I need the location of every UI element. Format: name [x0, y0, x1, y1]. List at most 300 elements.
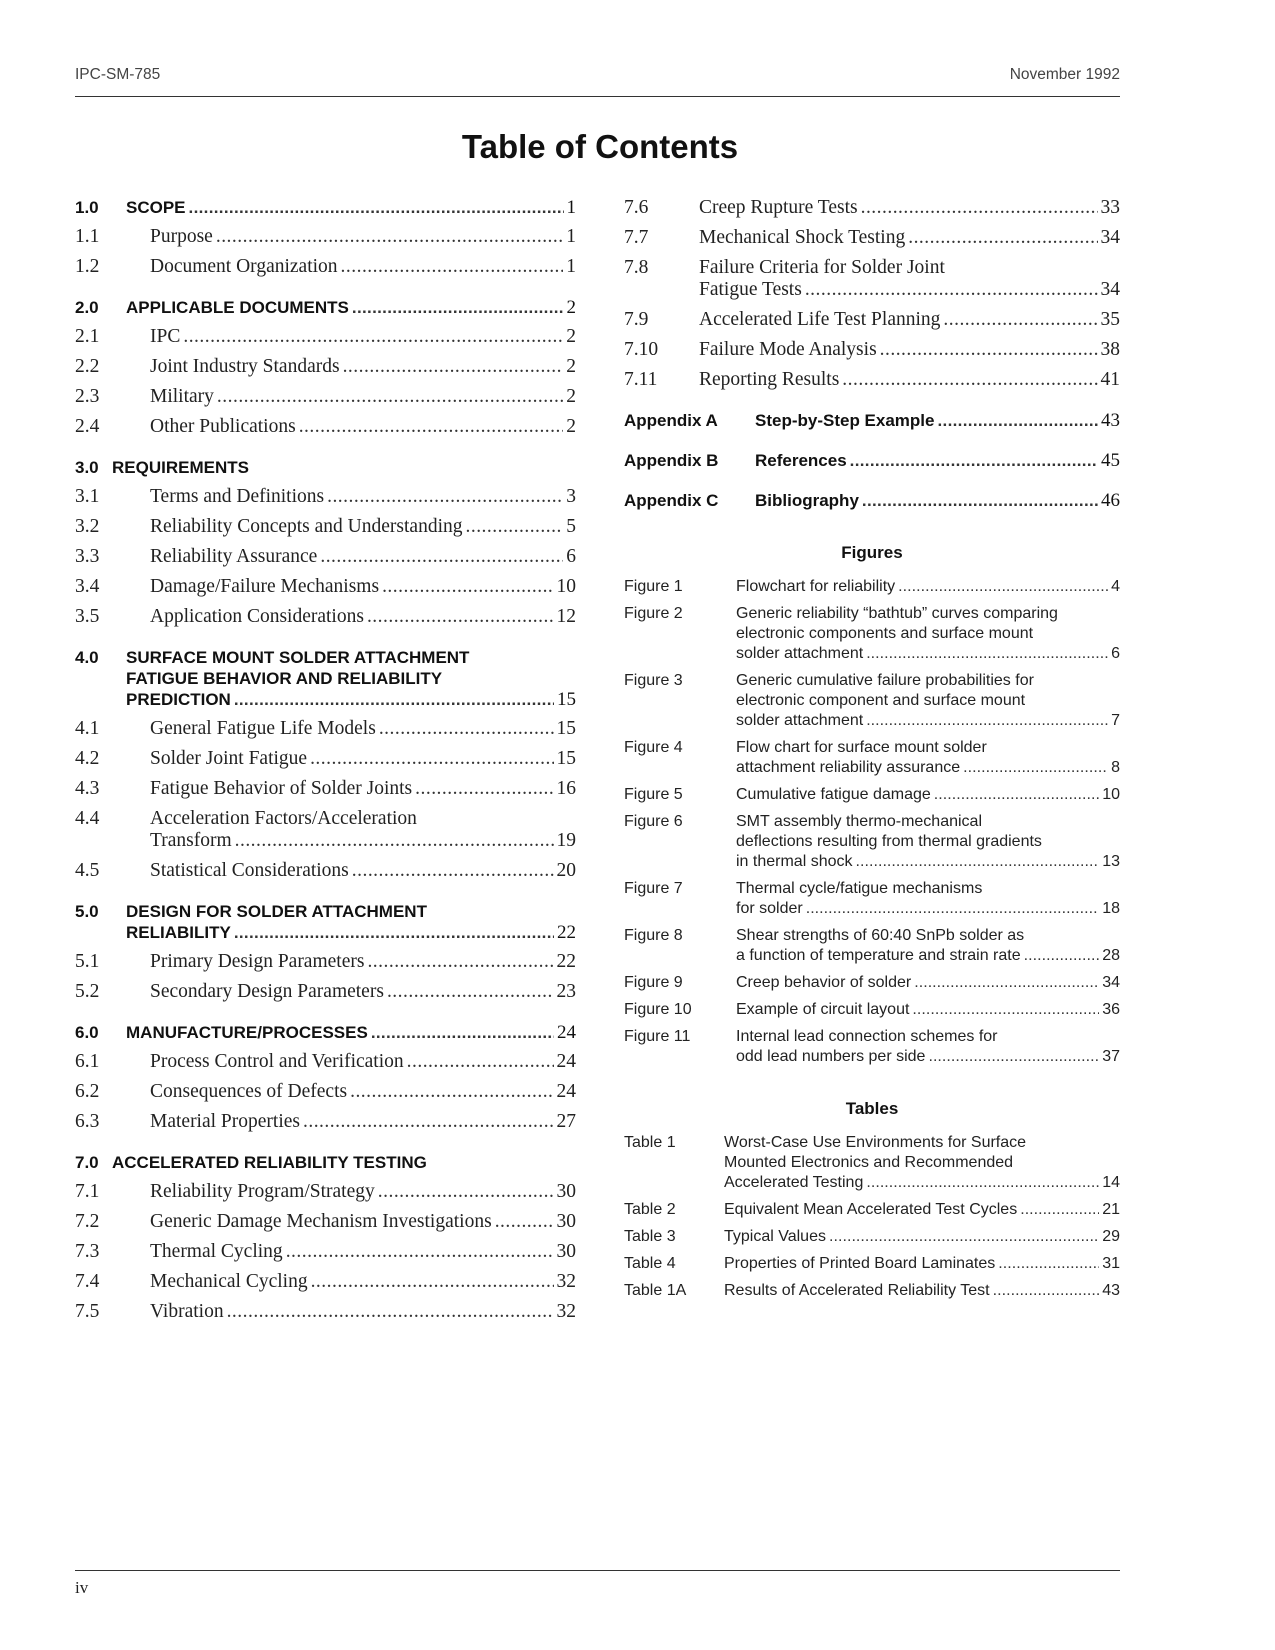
list-of-figures-item [624, 812, 1120, 872]
toc-subsection [624, 339, 1120, 361]
entry-title: SURFACE MOUNT SOLDER ATTACHMENT [126, 648, 470, 667]
entry-page-number: 7 [1111, 712, 1120, 729]
dot-leader [415, 778, 553, 800]
entry-number: Table 1 [624, 1134, 676, 1151]
dot-leader [286, 1241, 554, 1263]
entry-page-number: 35 [1100, 309, 1120, 330]
entry-title: for solder [736, 900, 803, 917]
list-of-tables-item [624, 1227, 1120, 1247]
entry-page-number: 22 [556, 951, 576, 972]
entry-page-number: 10 [1102, 786, 1120, 803]
entry-number: 4.5 [75, 860, 100, 881]
entry-title: Generic cumulative failure probabilities for [736, 672, 1034, 689]
entry-number: 7.9 [624, 309, 649, 330]
dot-leader [387, 981, 554, 1003]
page-number: iv [75, 1578, 89, 1597]
entry-number: 7.5 [75, 1301, 100, 1322]
entry-title: Primary Design Parameters [150, 951, 365, 972]
entry-title: IPC [150, 326, 181, 347]
entry-title: solder attachment [736, 712, 864, 729]
entry-number: Figure 9 [624, 974, 683, 991]
entry-number: Table 2 [624, 1201, 676, 1218]
entry-title: Statistical Considerations [150, 860, 349, 881]
entry-page-number: 14 [1102, 1174, 1120, 1191]
entry-title: PREDICTION [126, 690, 231, 709]
page-title: Table of Contents [461, 128, 739, 165]
toc-subsection [75, 606, 576, 628]
toc-section [75, 901, 576, 943]
footer-rule [75, 1570, 1120, 1571]
toc-subsection [75, 860, 576, 882]
toc-subsection [75, 778, 576, 800]
toc-subsection [75, 486, 576, 508]
dot-leader [466, 516, 564, 538]
toc-subsection [75, 386, 576, 408]
toc-section [75, 197, 576, 218]
entry-title: SMT assembly thermo-mechanical [736, 813, 983, 830]
toc-subsection [75, 1301, 576, 1323]
entry-number: 3.0 [75, 458, 99, 477]
entry-title: Fatigue Behavior of Solder Joints [150, 778, 413, 799]
entry-number: 7.10 [624, 339, 659, 360]
dot-leader [934, 785, 1099, 805]
toc-subsection [75, 1051, 576, 1073]
entry-title: Creep behavior of solder [736, 974, 912, 991]
entry-title: Fatigue Tests [699, 279, 802, 300]
toc-subsection [624, 257, 1120, 301]
entry-number: 3.4 [75, 576, 100, 597]
entry-number: 4.3 [75, 778, 100, 799]
dot-leader [327, 486, 563, 508]
entry-title: Internal lead connection schemes for [736, 1028, 998, 1045]
entry-page-number: 6 [566, 546, 576, 567]
entry-page-number: 43 [1102, 1282, 1120, 1299]
toc-section [75, 297, 576, 318]
dot-leader [217, 386, 563, 408]
dot-leader [880, 339, 1098, 361]
entry-page-number: 3 [566, 486, 576, 507]
dot-leader [378, 1181, 554, 1203]
entry-number: 6.2 [75, 1081, 100, 1102]
toc-subsection [75, 416, 576, 438]
dot-leader [862, 490, 1098, 511]
entry-number: Figure 8 [624, 927, 683, 944]
entry-title: APPLICABLE DOCUMENTS [126, 298, 349, 317]
dot-leader [914, 973, 1099, 993]
list-of-tables-item [624, 1281, 1120, 1301]
entry-page-number: 8 [1111, 759, 1120, 776]
entry-page-number: 22 [557, 922, 576, 943]
toc-subsection [75, 546, 576, 568]
dot-leader [227, 1301, 554, 1323]
entry-page-number: 30 [556, 1241, 576, 1262]
entry-number: 2.1 [75, 326, 100, 347]
dot-leader [829, 1227, 1099, 1247]
entry-title: Reliability Assurance [150, 546, 318, 567]
entry-title: Reliability Program/Strategy [150, 1181, 375, 1202]
entry-title: odd lead numbers per side [736, 1048, 926, 1065]
dot-leader [352, 860, 554, 882]
entry-number: Figure 6 [624, 813, 683, 830]
entry-page-number: 15 [556, 718, 576, 739]
dot-leader [189, 197, 564, 218]
entry-title: Purpose [150, 226, 213, 247]
entry-title: Vibration [150, 1301, 224, 1322]
toc-appendix [624, 490, 1120, 511]
dot-leader [235, 830, 554, 852]
entry-title: Joint Industry Standards [150, 356, 340, 377]
entry-page-number: 2 [566, 356, 576, 377]
toc-right-column [624, 197, 1120, 1301]
toc-subsection [75, 951, 576, 973]
entry-title: Consequences of Defects [150, 1081, 348, 1102]
entry-page-number: 41 [1100, 369, 1120, 390]
entry-number: 3.5 [75, 606, 100, 627]
entry-page-number: 30 [556, 1181, 576, 1202]
entry-page-number: 24 [556, 1081, 576, 1102]
entry-number: Appendix A [624, 411, 718, 430]
dot-leader [842, 369, 1097, 391]
entry-title: Worst-Case Use Environments for Surface [724, 1134, 1027, 1151]
entry-number: 7.6 [624, 197, 649, 218]
entry-number: 4.0 [75, 648, 99, 667]
list-of-tables-item [624, 1200, 1120, 1220]
entry-number: 4.1 [75, 718, 100, 739]
entry-page-number: 21 [1102, 1201, 1120, 1218]
dot-leader [299, 416, 564, 438]
entry-number: 6.3 [75, 1111, 100, 1132]
dot-leader [963, 758, 1108, 778]
entry-page-number: 5 [566, 516, 576, 537]
entry-number: Figure 2 [624, 605, 683, 622]
tables-heading: Tables [845, 1099, 899, 1118]
list-of-figures-item [624, 671, 1120, 731]
entry-number: 3.1 [75, 486, 100, 507]
entry-title: Accelerated Testing [724, 1174, 864, 1191]
toc-subsection [75, 1211, 576, 1233]
entry-number: Figure 11 [624, 1028, 691, 1045]
entry-number: 5.1 [75, 951, 100, 972]
entry-number: Figure 4 [624, 739, 683, 756]
entry-title: a function of temperature and strain rate [736, 947, 1021, 964]
entry-title: General Fatigue Life Models [150, 718, 376, 739]
entry-title: Example of circuit layout [736, 1001, 910, 1018]
entry-title: in thermal shock [736, 853, 853, 870]
document-id: IPC-SM-785 [75, 66, 161, 83]
entry-page-number: 4 [1111, 578, 1120, 595]
entry-number: 7.7 [624, 227, 649, 248]
entry-number: 2.0 [75, 298, 99, 317]
dot-leader [943, 309, 1097, 331]
entry-page-number: 32 [556, 1271, 576, 1292]
entry-number: 7.8 [624, 257, 649, 278]
dot-leader [379, 718, 554, 740]
entry-page-number: 45 [1101, 450, 1120, 471]
entry-number: Table 1A [624, 1282, 687, 1299]
entry-number: 1.2 [75, 256, 100, 277]
entry-title: Thermal cycle/fatigue mechanisms [736, 880, 983, 897]
entry-title: Creep Rupture Tests [699, 197, 858, 218]
entry-page-number: 24 [557, 1022, 576, 1043]
dot-leader [805, 279, 1098, 301]
entry-number: 2.3 [75, 386, 100, 407]
dot-leader [908, 227, 1097, 249]
entry-title: Document Organization [150, 256, 338, 277]
entry-title: Reporting Results [699, 369, 840, 390]
entry-page-number: 2 [566, 416, 576, 437]
entry-number: 7.4 [75, 1271, 100, 1292]
entry-page-number: 20 [556, 860, 576, 881]
entry-title: Equivalent Mean Accelerated Test Cycles [724, 1201, 1018, 1218]
dot-leader [310, 748, 553, 770]
toc-subsection [75, 1111, 576, 1133]
entry-number: Table 3 [624, 1228, 676, 1245]
toc-section [75, 457, 576, 478]
entry-number: Appendix B [624, 451, 719, 470]
toc-subsection [75, 1081, 576, 1103]
dot-leader [350, 1081, 553, 1103]
entry-title: Mounted Electronics and Recommended [724, 1154, 1014, 1171]
dot-leader [352, 297, 564, 318]
entry-title: Secondary Design Parameters [150, 981, 384, 1002]
entry-title: Generic reliability “bathtub” curves comparing [736, 605, 1058, 622]
entry-page-number: 1 [566, 197, 576, 218]
entry-number: 2.2 [75, 356, 100, 377]
entry-title: Terms and Definitions [150, 486, 325, 507]
dot-leader [216, 226, 563, 248]
dot-leader [320, 546, 563, 568]
entry-number: 1.0 [75, 198, 99, 217]
entry-number: Figure 1 [624, 578, 683, 595]
toc-section [75, 1022, 576, 1043]
list-of-figures-item [624, 604, 1120, 664]
entry-title: MANUFACTURE/PROCESSES [126, 1023, 368, 1042]
entry-title: Acceleration Factors/Acceleration [150, 808, 417, 829]
list-of-tables-item [624, 1133, 1120, 1193]
entry-page-number: 15 [557, 689, 576, 710]
entry-title: Properties of Printed Board Laminates [724, 1255, 996, 1272]
list-of-figures-item [624, 1027, 1120, 1067]
dot-leader [367, 606, 554, 628]
entry-number: Figure 10 [624, 1001, 692, 1018]
toc-appendix [624, 450, 1120, 471]
entry-page-number: 32 [556, 1301, 576, 1322]
entry-title: Step-by-Step Example [755, 411, 935, 430]
entry-page-number: 38 [1100, 339, 1120, 360]
entry-number: 5.0 [75, 902, 99, 921]
toc-subsection [75, 226, 576, 248]
dot-leader [912, 1000, 1099, 1020]
toc-subsection [75, 748, 576, 770]
dot-leader [866, 644, 1108, 664]
entry-number: Figure 7 [624, 880, 683, 897]
dot-leader [938, 410, 1099, 431]
entry-page-number: 2 [566, 386, 576, 407]
entry-title: Military [150, 386, 214, 407]
toc-subsection [624, 197, 1120, 219]
entry-number: 7.1 [75, 1181, 100, 1202]
entry-title: deflections resulting from thermal gradients [736, 833, 1042, 850]
entry-title: Bibliography [755, 491, 859, 510]
toc-subsection [624, 227, 1120, 249]
dot-leader [898, 577, 1108, 597]
dot-leader [371, 1022, 554, 1043]
dot-leader [382, 576, 553, 598]
entry-number: 1.1 [75, 226, 100, 247]
entry-title: Accelerated Life Test Planning [699, 309, 941, 330]
dot-leader [928, 1047, 1099, 1067]
entry-page-number: 6 [1111, 645, 1120, 662]
entry-page-number: 18 [1102, 900, 1120, 917]
toc-subsection [75, 718, 576, 740]
entry-number: 2.4 [75, 416, 100, 437]
entry-number: 4.2 [75, 748, 100, 769]
dot-leader [856, 852, 1100, 872]
entry-title: Mechanical Cycling [150, 1271, 308, 1292]
list-of-figures-item [624, 738, 1120, 778]
toc-subsection [75, 256, 576, 278]
dot-leader [806, 899, 1100, 919]
entry-number: 7.2 [75, 1211, 100, 1232]
entry-page-number: 27 [556, 1111, 576, 1132]
entry-title: ACCELERATED RELIABILITY TESTING [112, 1153, 427, 1172]
entry-page-number: 46 [1101, 490, 1120, 511]
entry-title: SCOPE [126, 198, 186, 217]
toc-subsection [75, 516, 576, 538]
dot-leader [866, 711, 1108, 731]
entry-page-number: 12 [556, 606, 576, 627]
entry-title: electronic components and surface mount [736, 625, 1034, 642]
entry-page-number: 1 [566, 256, 576, 277]
entry-page-number: 33 [1100, 197, 1120, 218]
toc-subsection [75, 356, 576, 378]
entry-number: 6.1 [75, 1051, 100, 1072]
entry-page-number: 30 [556, 1211, 576, 1232]
entry-title: Failure Criteria for Solder Joint [699, 257, 945, 278]
entry-title: attachment reliability assurance [736, 759, 961, 776]
dot-leader [998, 1254, 1099, 1274]
entry-title: Damage/Failure Mechanisms [150, 576, 380, 597]
entry-title: Results of Accelerated Reliability Test [724, 1282, 990, 1299]
entry-title: Application Considerations [150, 606, 364, 627]
entry-title: solder attachment [736, 645, 864, 662]
list-of-figures-item [624, 577, 1120, 597]
entry-title: Failure Mode Analysis [699, 339, 877, 360]
entry-number: Table 4 [624, 1255, 676, 1272]
toc-subsection [75, 576, 576, 598]
toc-subsection [624, 369, 1120, 391]
entry-page-number: 36 [1102, 1001, 1120, 1018]
dot-leader [861, 197, 1098, 219]
dot-leader [1020, 1200, 1099, 1220]
entry-title: DESIGN FOR SOLDER ATTACHMENT [126, 902, 427, 921]
toc-subsection [75, 326, 576, 348]
list-of-figures-item [624, 1000, 1120, 1020]
entry-title: Flowchart for reliability [736, 578, 896, 595]
dot-leader [1024, 946, 1100, 966]
entry-title: Mechanical Shock Testing [699, 227, 906, 248]
entry-number: Appendix C [624, 491, 719, 510]
entry-number: 6.0 [75, 1023, 99, 1042]
entry-title: Material Properties [150, 1111, 300, 1132]
list-of-tables-item [624, 1254, 1120, 1274]
list-of-figures-item [624, 926, 1120, 966]
dot-leader [495, 1211, 554, 1233]
entry-page-number: 31 [1102, 1255, 1120, 1272]
dot-leader [303, 1111, 554, 1133]
toc-subsection [75, 1241, 576, 1263]
entry-page-number: 23 [556, 981, 576, 1002]
entry-number: Figure 5 [624, 786, 683, 803]
dot-leader [343, 356, 564, 378]
entry-title: Shear strengths of 60:40 SnPb solder as [736, 927, 1025, 944]
entry-page-number: 1 [566, 226, 576, 247]
toc-subsection [75, 981, 576, 1003]
entry-page-number: 10 [556, 576, 576, 597]
page-header [75, 64, 1120, 97]
entry-title: Generic Damage Mechanism Investigations [150, 1211, 492, 1232]
entry-title: Transform [150, 830, 232, 851]
entry-page-number: 13 [1102, 853, 1120, 870]
entry-number: 3.2 [75, 516, 100, 537]
toc-appendix [624, 410, 1120, 431]
dot-leader [311, 1271, 554, 1293]
entry-number: Figure 3 [624, 672, 683, 689]
entry-page-number: 43 [1101, 410, 1120, 431]
entry-title: Process Control and Verification [150, 1051, 404, 1072]
entry-page-number: 15 [556, 748, 576, 769]
entry-page-number: 34 [1102, 974, 1120, 991]
toc-subsection [75, 1181, 576, 1203]
entry-title: Other Publications [150, 416, 296, 437]
dot-leader [866, 1173, 1099, 1193]
toc-subsection [75, 1271, 576, 1293]
entry-number: 7.0 [75, 1153, 99, 1172]
entry-title: Flow chart for surface mount solder [736, 739, 987, 756]
entry-title: Solder Joint Fatigue [150, 748, 308, 769]
entry-page-number: 2 [566, 326, 576, 347]
dot-leader [341, 256, 564, 278]
entry-page-number: 37 [1102, 1048, 1120, 1065]
entry-number: 3.3 [75, 546, 100, 567]
list-of-figures-item [624, 785, 1120, 805]
entry-page-number: 2 [566, 297, 576, 318]
document-date: November 1992 [1009, 66, 1120, 83]
entry-title: Thermal Cycling [150, 1241, 283, 1262]
entry-title: electronic component and surface mount [736, 692, 1026, 709]
toc-subsection [75, 808, 576, 852]
dot-leader [993, 1281, 1100, 1301]
entry-page-number: 34 [1100, 227, 1120, 248]
entry-page-number: 29 [1102, 1228, 1120, 1245]
dot-leader [850, 450, 1098, 471]
entry-number: 7.3 [75, 1241, 100, 1262]
list-of-figures-item [624, 879, 1120, 919]
dot-leader [367, 951, 553, 973]
entry-page-number: 16 [556, 778, 576, 799]
entry-title: Typical Values [724, 1228, 826, 1245]
dot-leader [234, 922, 554, 943]
dot-leader [234, 689, 554, 710]
entry-page-number: 34 [1100, 279, 1120, 300]
list-of-figures-item [624, 973, 1120, 993]
toc-subsection [624, 309, 1120, 331]
entry-title: FATIGUE BEHAVIOR AND RELIABILITY [126, 669, 443, 688]
entry-number: 4.4 [75, 808, 100, 829]
dot-leader [183, 326, 563, 348]
entry-title: References [755, 451, 847, 470]
toc-section [75, 647, 576, 710]
